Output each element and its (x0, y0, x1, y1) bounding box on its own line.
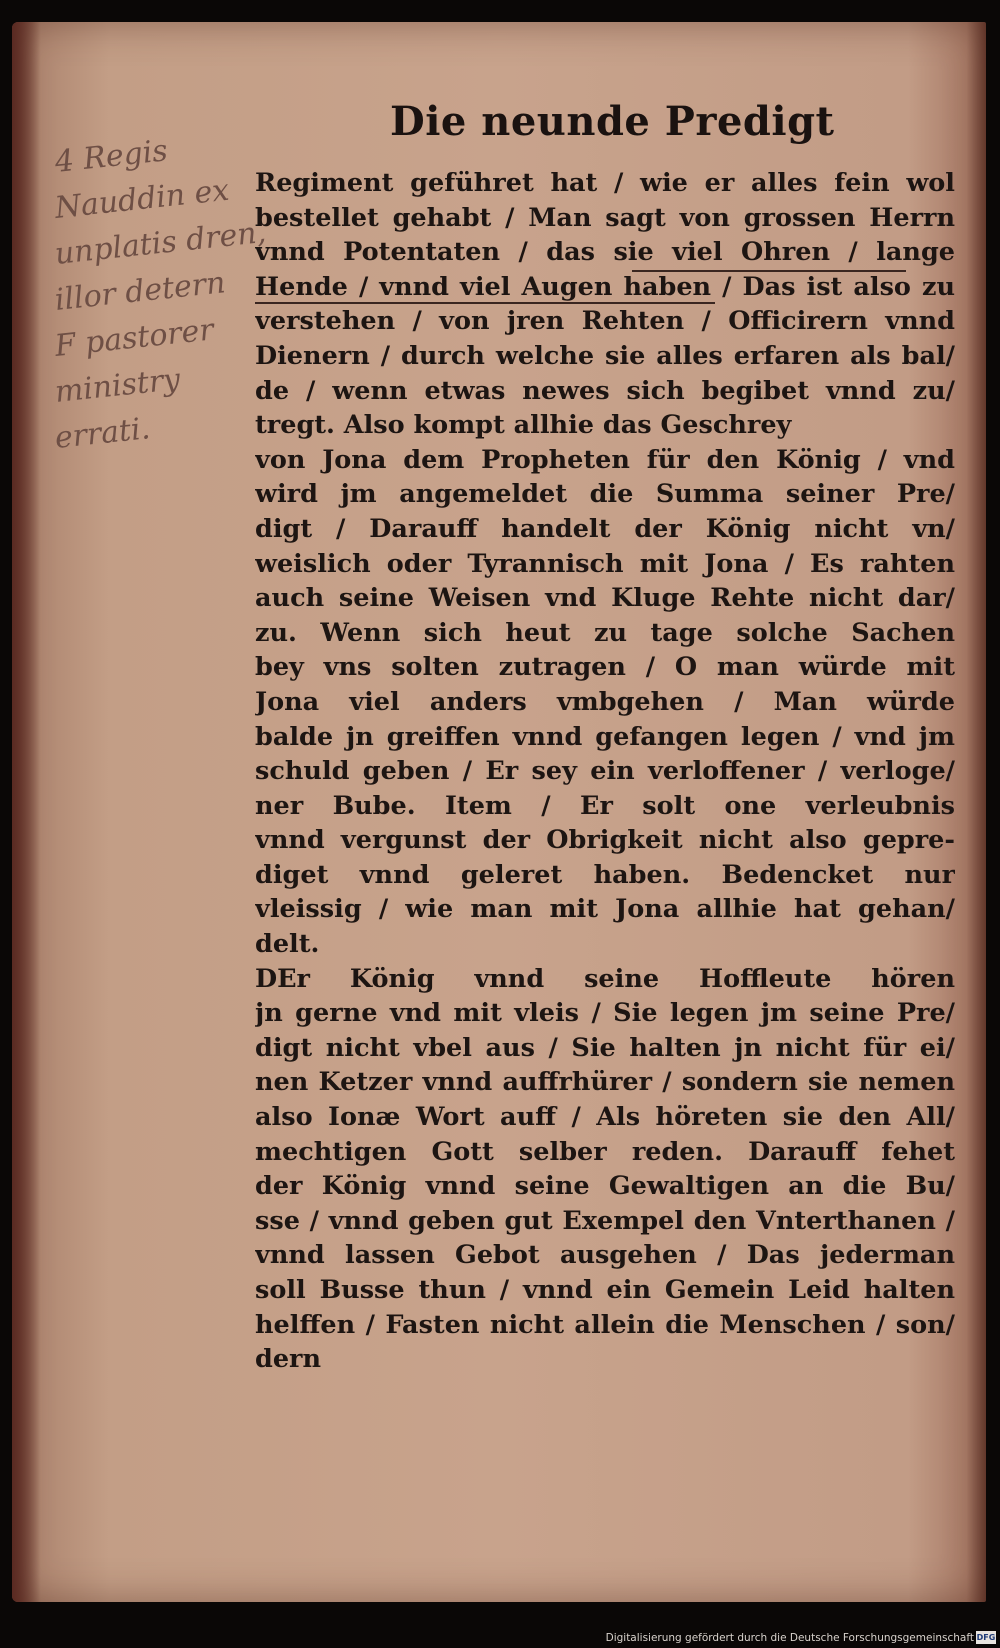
margin-note: illor detern (53, 265, 227, 318)
text-line: der König vnnd seine Gewaltigen an die Bu/ (255, 1171, 955, 1202)
text-line: digt nicht vbel aus / Sie halten jn nicht für ei/ (255, 1032, 955, 1063)
text-line: Hende / vnnd viel Augen haben / Das ist also zu (255, 271, 955, 302)
text-line: vnnd Potentaten / das sie viel Ohren / lange (255, 237, 955, 268)
margin-note: ministry (53, 361, 182, 410)
dfg-logo: DFG (976, 1633, 996, 1642)
text-line: mechtigen Gott selber reden. Darauff fehet (255, 1136, 955, 1167)
text-line: vnnd vergunst der Obrigkeit nicht also gepre- (255, 825, 955, 856)
text-line: balde jn greiffen vnnd gefangen legen / vnd jm (255, 721, 955, 752)
text-line: ner Bube. Item / Er solt one verleubnis (255, 790, 955, 821)
text-line: sse / vnnd geben gut Exempel den Vnterthanen / (255, 1205, 955, 1236)
text-line: Regiment geführet hat / wie er alles fein wol (255, 168, 955, 198)
text-line: wird jm angemeldet die Summa seiner Pre/ (255, 479, 955, 510)
text-line: vnnd lassen Gebot ausgehen / Das jederman (255, 1240, 955, 1271)
text-line: tregt. Also kompt allhie das Geschrey (255, 410, 792, 441)
margin-note: unplatis dren, (53, 214, 268, 272)
handwritten-underline (632, 270, 906, 272)
body-text (255, 166, 955, 1377)
margin-note: errati. (53, 411, 152, 456)
text-line: digt / Darauff handelt der König nicht vn/ (255, 513, 955, 544)
text-line: nen Ketzer vnnd auffrhürer / sondern sie nemen (255, 1067, 955, 1098)
text-line: auch seine Weisen vnd Kluge Rehte nicht dar/ (255, 583, 955, 614)
text-line: Jona viel anders vmbgehen / Man würde (255, 686, 955, 717)
running-head: Die neunde Predigt (390, 98, 835, 145)
text-line: delt. (255, 929, 320, 960)
text-line: DEr König vnnd seine Hoffleute hören (255, 963, 955, 994)
text-line: soll Busse thun / vnnd ein Gemein Leid halten (255, 1275, 955, 1305)
text-line: schuld geben / Er sey ein verloffener / verloge/ (255, 756, 955, 787)
handwritten-margin-notes (53, 133, 268, 462)
text-line: also Ionæ Wort auff / Als höreten sie den All/ (255, 1102, 955, 1133)
footer-credit: Digitalisierung gefördert durch die Deutsche Forschungsgemeinschaft (605, 1632, 974, 1644)
text-line: diget vnnd geleret haben. Bedencket nur (255, 859, 955, 890)
text-line: zu. Wenn sich heut zu tage solche Sachen (255, 617, 955, 648)
text-line: von Jona dem Propheten für den König / vnd (255, 444, 955, 475)
text-line: verstehen / von jren Rehten / Officirern vnnd (255, 306, 955, 337)
text-line: dern (255, 1344, 322, 1375)
text-line: helffen / Fasten nicht allein die Menschen / son/ (255, 1309, 955, 1340)
text-line: weislich oder Tyrannisch mit Jona / Es rahten (255, 548, 955, 579)
text-line: bey vns solten zutragen / O man würde mit (255, 652, 955, 683)
handwritten-underline (255, 302, 715, 304)
text-line: Dienern / durch welche sie alles erfaren als bal/ (255, 340, 955, 371)
text-line: jn gerne vnd mit vleis / Sie legen jm seine Pre/ (255, 998, 955, 1029)
margin-note: F pastorer (53, 312, 216, 364)
margin-note: 4 Regis (53, 133, 170, 180)
text-line: vleissig / wie man mit Jona allhie hat gehan/ (255, 894, 955, 925)
text-line: bestellet gehabt / Man sagt von grossen Herrn (255, 202, 955, 233)
text-line: de / wenn etwas newes sich begibet vnnd zu/ (255, 375, 955, 406)
margin-note: Nauddin ex (53, 172, 231, 226)
